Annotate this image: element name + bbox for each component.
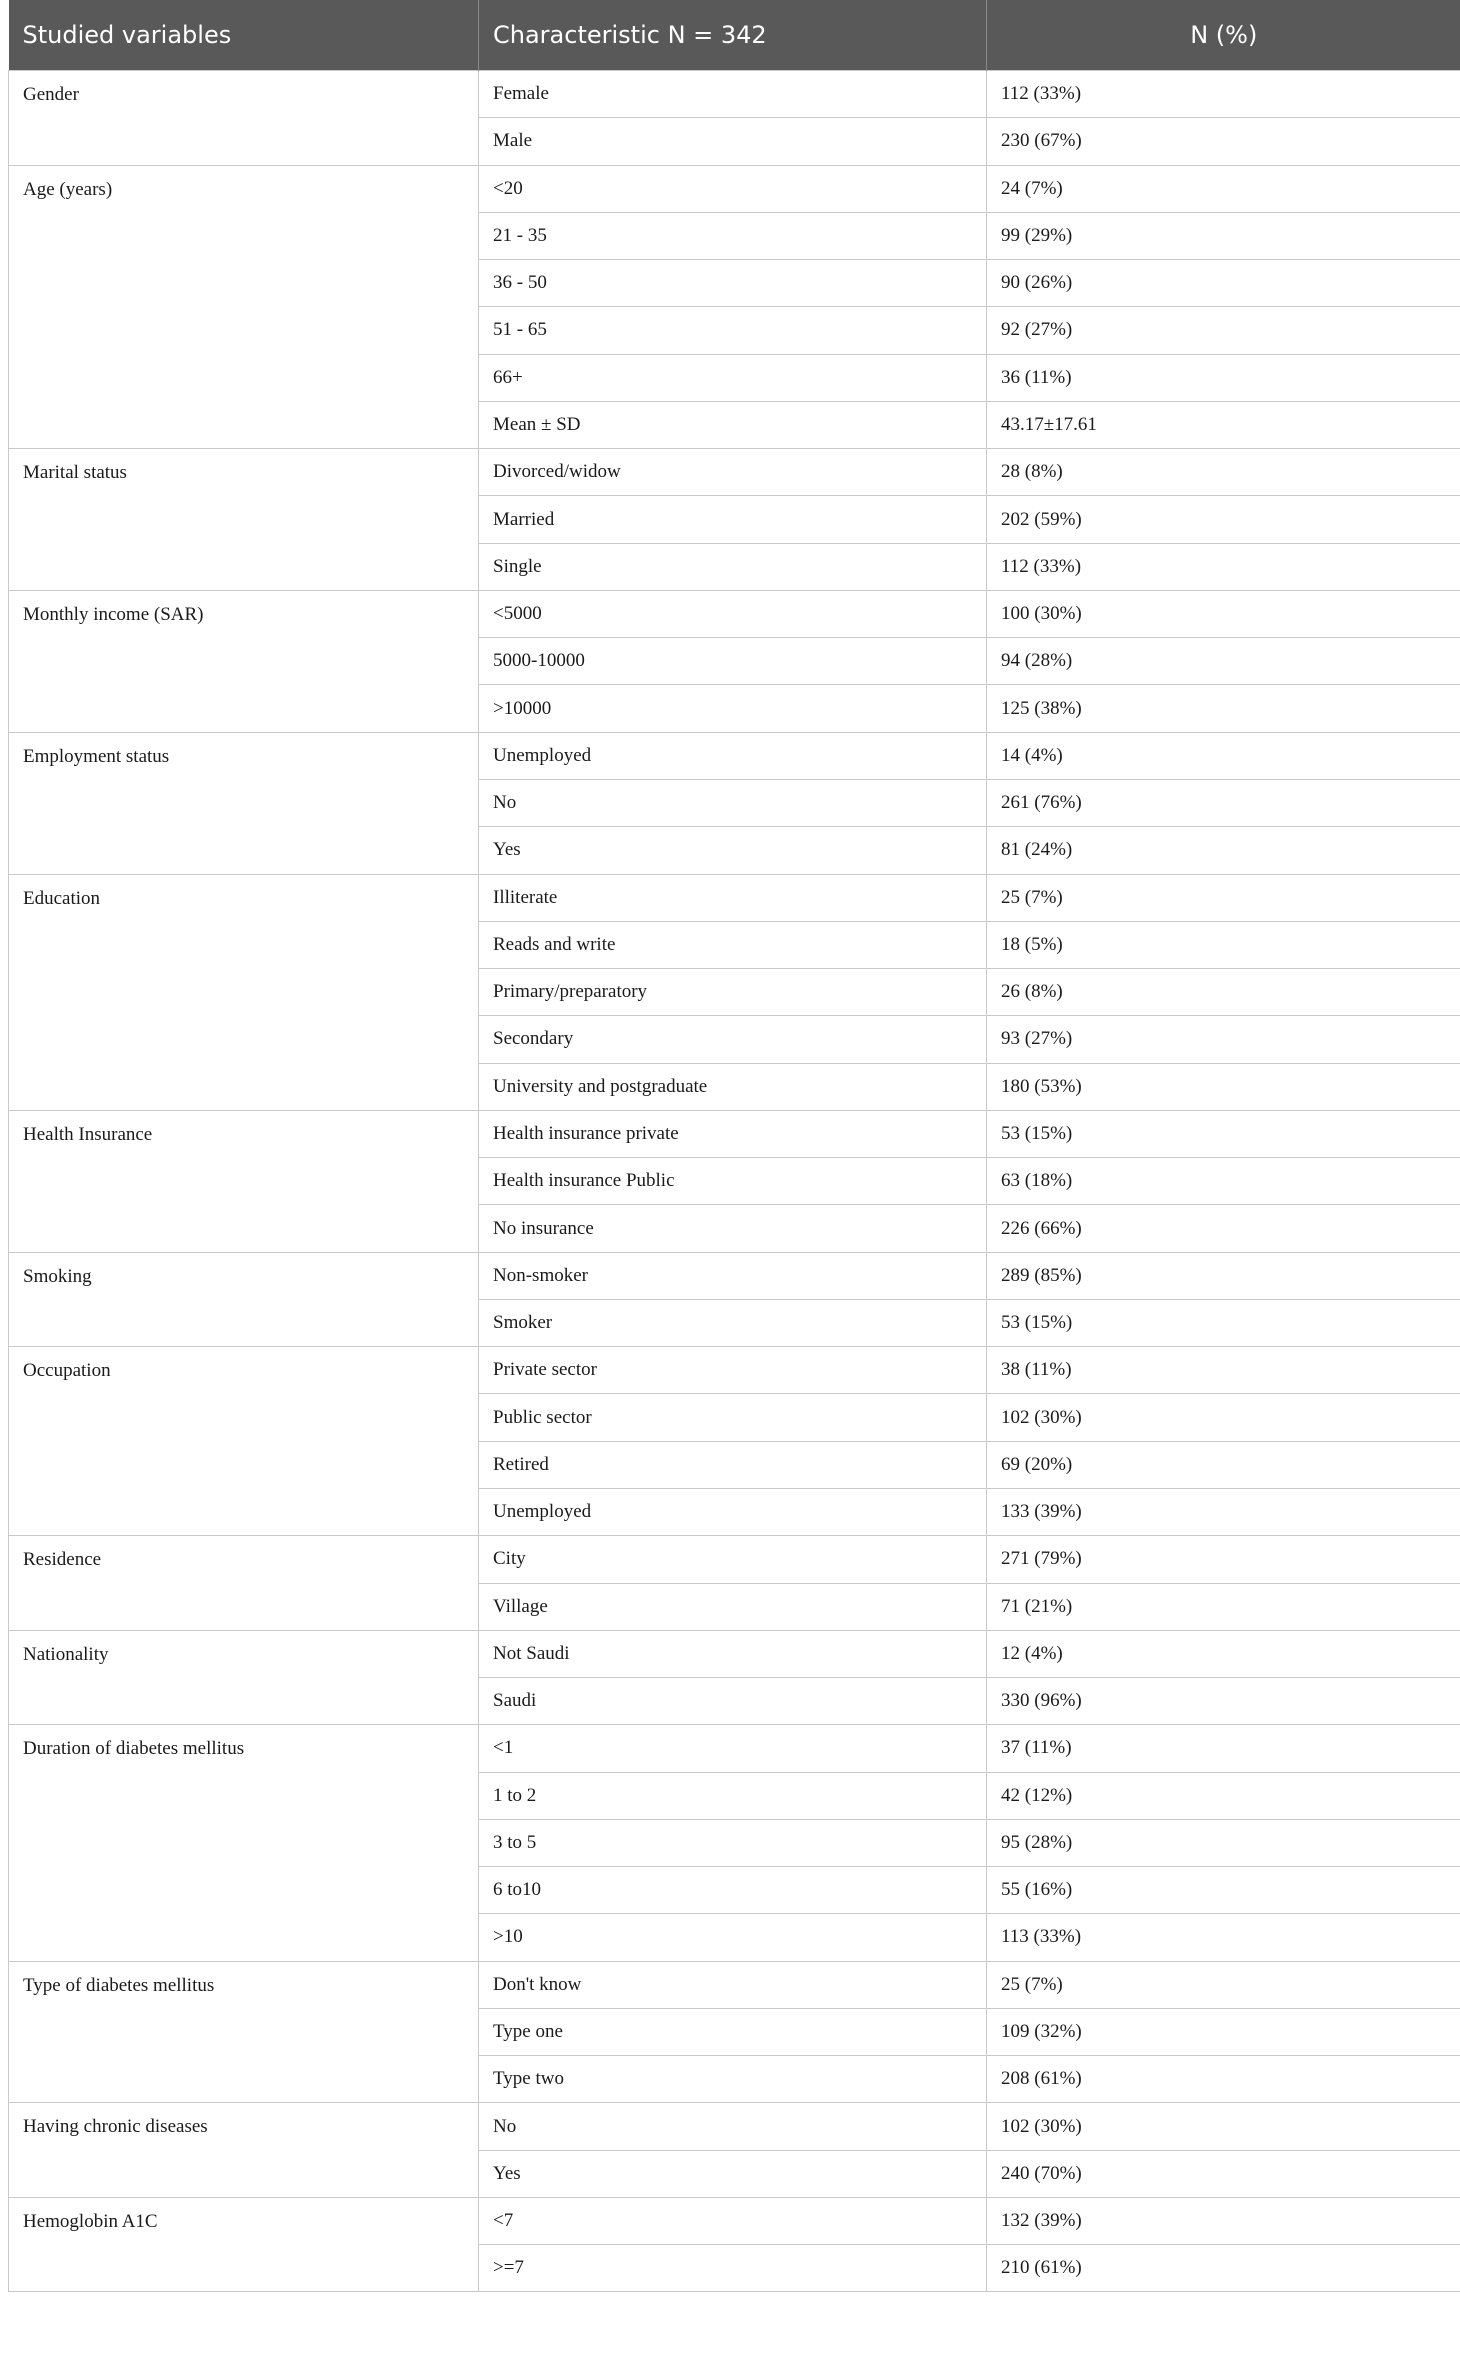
table-row [9,2103,1460,2150]
characteristic-cell: 1 to 2 [479,1772,987,1819]
variable-cell: Gender [9,71,479,166]
header-n-percent: N (%) [987,0,1460,71]
characteristic-cell: Not Saudi [479,1630,987,1677]
characteristic-cell: Health insurance private [479,1110,987,1157]
variable-cell: Smoking [9,1252,479,1347]
characteristic-cell: Male [479,118,987,165]
characteristic-cell: Retired [479,1441,987,1488]
characteristics-table-container [8,0,1460,2292]
table-row [9,1110,1460,1157]
count-percent-cell: 180 (53%) [987,1063,1460,1110]
characteristic-cell: City [479,1536,987,1583]
count-percent-cell: 69 (20%) [987,1441,1460,1488]
count-percent-cell: 330 (96%) [987,1678,1460,1725]
characteristic-cell: Divorced/widow [479,449,987,496]
characteristic-cell: Yes [479,2150,987,2197]
characteristic-cell: Married [479,496,987,543]
characteristic-cell: No [479,779,987,826]
count-percent-cell: 271 (79%) [987,1536,1460,1583]
count-percent-cell: 289 (85%) [987,1252,1460,1299]
characteristic-cell: Unemployed [479,732,987,779]
variable-cell: Age (years) [9,165,479,449]
variable-cell: Residence [9,1536,479,1631]
table-row [9,874,1460,921]
table-header-row [9,0,1460,71]
characteristic-cell: Saudi [479,1678,987,1725]
count-percent-cell: 55 (16%) [987,1867,1460,1914]
characteristic-cell: Private sector [479,1347,987,1394]
characteristic-cell: Reads and write [479,921,987,968]
characteristic-cell: Unemployed [479,1488,987,1535]
characteristic-cell: 36 - 50 [479,260,987,307]
count-percent-cell: 37 (11%) [987,1725,1460,1772]
characteristic-cell: University and postgraduate [479,1063,987,1110]
characteristic-cell: 6 to10 [479,1867,987,1914]
count-percent-cell: 133 (39%) [987,1488,1460,1535]
characteristic-cell: Smoker [479,1299,987,1346]
characteristic-cell: Primary/preparatory [479,969,987,1016]
count-percent-cell: 226 (66%) [987,1205,1460,1252]
count-percent-cell: 93 (27%) [987,1016,1460,1063]
characteristic-cell: <20 [479,165,987,212]
count-percent-cell: 99 (29%) [987,212,1460,259]
characteristic-cell: Mean ± SD [479,401,987,448]
characteristic-cell: Yes [479,827,987,874]
characteristic-cell: Single [479,543,987,590]
header-studied-variables: Studied variables [9,0,479,71]
variable-cell: Education [9,874,479,1110]
table-body [9,71,1460,2292]
count-percent-cell: 112 (33%) [987,71,1460,118]
characteristic-cell: No insurance [479,1205,987,1252]
variable-cell: Hemoglobin A1C [9,2197,479,2292]
count-percent-cell: 53 (15%) [987,1110,1460,1157]
count-percent-cell: 53 (15%) [987,1299,1460,1346]
table-row [9,1347,1460,1394]
count-percent-cell: 81 (24%) [987,827,1460,874]
variable-cell: Nationality [9,1630,479,1725]
characteristic-cell: Female [479,71,987,118]
characteristic-cell: >10000 [479,685,987,732]
characteristic-cell: 3 to 5 [479,1819,987,1866]
characteristic-cell: Secondary [479,1016,987,1063]
characteristic-cell: 51 - 65 [479,307,987,354]
count-percent-cell: 261 (76%) [987,779,1460,826]
table-row [9,71,1460,118]
count-percent-cell: 230 (67%) [987,118,1460,165]
characteristic-cell: 66+ [479,354,987,401]
characteristic-cell: >10 [479,1914,987,1961]
characteristic-cell: >=7 [479,2245,987,2292]
count-percent-cell: 240 (70%) [987,2150,1460,2197]
count-percent-cell: 102 (30%) [987,1394,1460,1441]
count-percent-cell: 109 (32%) [987,2008,1460,2055]
count-percent-cell: 36 (11%) [987,354,1460,401]
variable-cell: Employment status [9,732,479,874]
count-percent-cell: 25 (7%) [987,1961,1460,2008]
table-row [9,165,1460,212]
table-row [9,1725,1460,1772]
variable-cell: Having chronic diseases [9,2103,479,2198]
table-row [9,590,1460,637]
characteristics-table [8,0,1460,2292]
count-percent-cell: 100 (30%) [987,590,1460,637]
count-percent-cell: 18 (5%) [987,921,1460,968]
count-percent-cell: 102 (30%) [987,2103,1460,2150]
header-characteristic: Characteristic N = 342 [479,0,987,71]
count-percent-cell: 14 (4%) [987,732,1460,779]
count-percent-cell: 25 (7%) [987,874,1460,921]
variable-cell: Occupation [9,1347,479,1536]
count-percent-cell: 113 (33%) [987,1914,1460,1961]
characteristic-cell: Type two [479,2056,987,2103]
characteristic-cell: Village [479,1583,987,1630]
count-percent-cell: 42 (12%) [987,1772,1460,1819]
table-row [9,1536,1460,1583]
characteristic-cell: Type one [479,2008,987,2055]
characteristic-cell: No [479,2103,987,2150]
count-percent-cell: 94 (28%) [987,638,1460,685]
count-percent-cell: 71 (21%) [987,1583,1460,1630]
table-row [9,2197,1460,2244]
table-row [9,1961,1460,2008]
count-percent-cell: 43.17±17.61 [987,401,1460,448]
count-percent-cell: 26 (8%) [987,969,1460,1016]
count-percent-cell: 202 (59%) [987,496,1460,543]
characteristic-cell: Health insurance Public [479,1158,987,1205]
characteristic-cell: <5000 [479,590,987,637]
count-percent-cell: 208 (61%) [987,2056,1460,2103]
count-percent-cell: 125 (38%) [987,685,1460,732]
characteristic-cell: 21 - 35 [479,212,987,259]
table-row [9,1252,1460,1299]
table-row [9,449,1460,496]
characteristic-cell: 5000-10000 [479,638,987,685]
count-percent-cell: 12 (4%) [987,1630,1460,1677]
variable-cell: Health Insurance [9,1110,479,1252]
count-percent-cell: 24 (7%) [987,165,1460,212]
characteristic-cell: Illiterate [479,874,987,921]
count-percent-cell: 63 (18%) [987,1158,1460,1205]
variable-cell: Monthly income (SAR) [9,590,479,732]
count-percent-cell: 92 (27%) [987,307,1460,354]
variable-cell: Type of diabetes mellitus [9,1961,479,2103]
table-row [9,732,1460,779]
variable-cell: Marital status [9,449,479,591]
count-percent-cell: 90 (26%) [987,260,1460,307]
characteristic-cell: Public sector [479,1394,987,1441]
count-percent-cell: 38 (11%) [987,1347,1460,1394]
characteristic-cell: <1 [479,1725,987,1772]
count-percent-cell: 28 (8%) [987,449,1460,496]
variable-cell: Duration of diabetes mellitus [9,1725,479,1961]
count-percent-cell: 210 (61%) [987,2245,1460,2292]
count-percent-cell: 112 (33%) [987,543,1460,590]
characteristic-cell: Don't know [479,1961,987,2008]
characteristic-cell: <7 [479,2197,987,2244]
count-percent-cell: 132 (39%) [987,2197,1460,2244]
table-row [9,1630,1460,1677]
characteristic-cell: Non-smoker [479,1252,987,1299]
count-percent-cell: 95 (28%) [987,1819,1460,1866]
